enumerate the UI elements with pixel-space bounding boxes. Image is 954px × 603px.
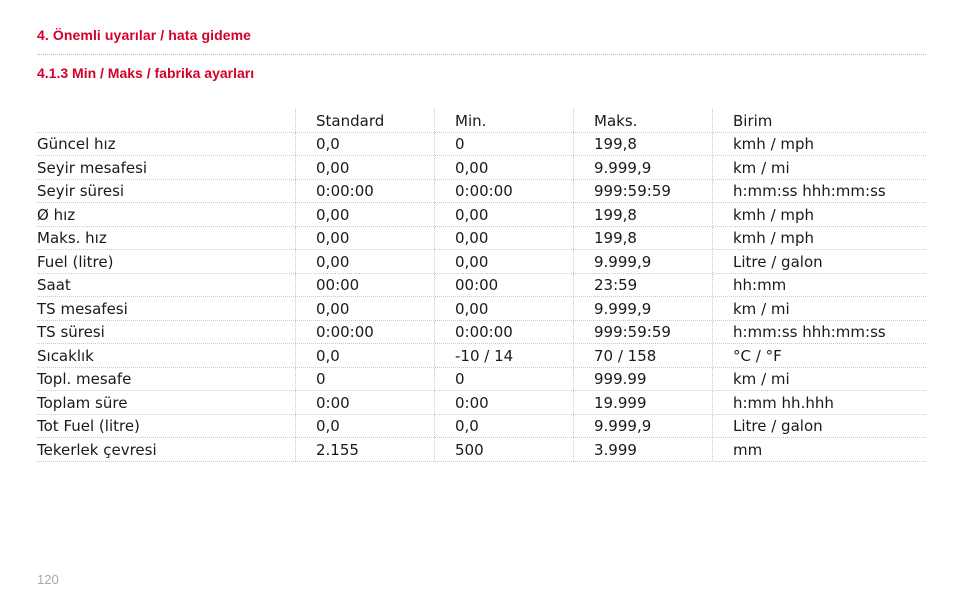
cell-unit: mm: [712, 438, 926, 461]
table-row: [37, 391, 926, 415]
cell-max: 999.99: [573, 368, 712, 391]
cell-standard: 0,00: [295, 203, 434, 226]
cell-max: 999:59:59: [573, 321, 712, 344]
cell-max: 23:59: [573, 274, 712, 297]
table-row: [37, 274, 926, 298]
header-unit: Birim: [712, 109, 926, 132]
cell-max: 9.999,9: [573, 250, 712, 273]
cell-standard: 0:00: [295, 391, 434, 414]
cell-min: 0,00: [434, 156, 573, 179]
table-row: [37, 368, 926, 392]
cell-standard: 0:00:00: [295, 321, 434, 344]
cell-unit: °C / °F: [712, 344, 926, 367]
table-row: [37, 297, 926, 321]
cell-parameter: Fuel (litre): [37, 252, 114, 271]
cell-parameter: Tekerlek çevresi: [37, 440, 157, 459]
cell-standard: 0,00: [295, 297, 434, 320]
header-max: Maks.: [573, 109, 712, 132]
cell-min: 0:00: [434, 391, 573, 414]
cell-standard: 0: [295, 368, 434, 391]
table-row: [37, 227, 926, 251]
cell-unit: kmh / mph: [712, 133, 926, 156]
page-number: 120: [37, 572, 59, 587]
header-min: Min.: [434, 109, 573, 132]
cell-min: 500: [434, 438, 573, 461]
cell-parameter: Tot Fuel (litre): [37, 417, 140, 435]
cell-max: 9.999,9: [573, 156, 712, 179]
cell-max: 199,8: [573, 203, 712, 226]
cell-min: 0:00:00: [434, 180, 573, 203]
cell-standard: 0,00: [295, 250, 434, 273]
cell-parameter: Sıcaklık: [37, 346, 94, 365]
cell-unit: h:mm hh.hhh: [712, 391, 926, 414]
table-row: [37, 180, 926, 204]
header-parameter: [37, 109, 295, 132]
cell-min: -10 / 14: [434, 344, 573, 367]
cell-parameter: Ø hız: [37, 205, 76, 224]
subsection-title: 4.1.3 Min / Maks / fabrika ayarları: [37, 65, 255, 81]
cell-parameter: TS süresi: [37, 323, 105, 341]
header-standard: Standard: [295, 109, 434, 132]
table-row: [37, 133, 926, 157]
cell-unit: km / mi: [712, 368, 926, 391]
cell-standard: 0,0: [295, 415, 434, 438]
cell-min: 0: [434, 368, 573, 391]
cell-unit: Litre / galon: [712, 415, 926, 438]
cell-unit: km / mi: [712, 156, 926, 179]
cell-max: 9.999,9: [573, 297, 712, 320]
cell-unit: h:mm:ss hhh:mm:ss: [712, 180, 926, 203]
cell-min: 0:00:00: [434, 321, 573, 344]
table-row: [37, 321, 926, 345]
section-title: 4. Önemli uyarılar / hata gideme: [37, 27, 252, 43]
cell-min: 0,00: [434, 227, 573, 250]
cell-max: 3.999: [573, 438, 712, 461]
cell-min: 0,0: [434, 415, 573, 438]
table-row: [37, 438, 926, 462]
cell-max: 999:59:59: [573, 180, 712, 203]
cell-standard: 0,0: [295, 344, 434, 367]
cell-standard: 00:00: [295, 274, 434, 297]
table-header-row: [37, 109, 926, 133]
table-row: [37, 203, 926, 227]
cell-standard: 0:00:00: [295, 180, 434, 203]
table-row: [37, 156, 926, 180]
table-row: [37, 344, 926, 368]
cell-min: 0,00: [434, 250, 573, 273]
cell-unit: kmh / mph: [712, 203, 926, 226]
cell-min: 0,00: [434, 203, 573, 226]
cell-parameter: TS mesafesi: [37, 299, 128, 318]
cell-max: 9.999,9: [573, 415, 712, 438]
cell-min: 0: [434, 133, 573, 156]
table-row: [37, 415, 926, 439]
cell-parameter: Maks. hız: [37, 229, 107, 247]
cell-parameter: Topl. mesafe: [37, 370, 132, 388]
table-row: [37, 250, 926, 274]
cell-standard: 0,00: [295, 156, 434, 179]
cell-parameter: Seyir mesafesi: [37, 158, 148, 177]
cell-unit: h:mm:ss hhh:mm:ss: [712, 321, 926, 344]
cell-max: 199,8: [573, 227, 712, 250]
cell-unit: hh:mm: [712, 274, 926, 297]
cell-max: 199,8: [573, 133, 712, 156]
cell-standard: 0,00: [295, 227, 434, 250]
cell-standard: 0,0: [295, 133, 434, 156]
cell-max: 19.999: [573, 391, 712, 414]
cell-unit: km / mi: [712, 297, 926, 320]
cell-min: 00:00: [434, 274, 573, 297]
cell-parameter: Saat: [37, 276, 71, 294]
cell-parameter: Güncel hız: [37, 135, 116, 153]
cell-unit: kmh / mph: [712, 227, 926, 250]
cell-standard: 2.155: [295, 438, 434, 461]
cell-max: 70 / 158: [573, 344, 712, 367]
cell-parameter: Toplam süre: [37, 393, 128, 412]
cell-min: 0,00: [434, 297, 573, 320]
title-divider: [37, 54, 926, 55]
cell-unit: Litre / galon: [712, 250, 926, 273]
settings-table: [37, 109, 926, 462]
cell-parameter: Seyir süresi: [37, 182, 125, 200]
